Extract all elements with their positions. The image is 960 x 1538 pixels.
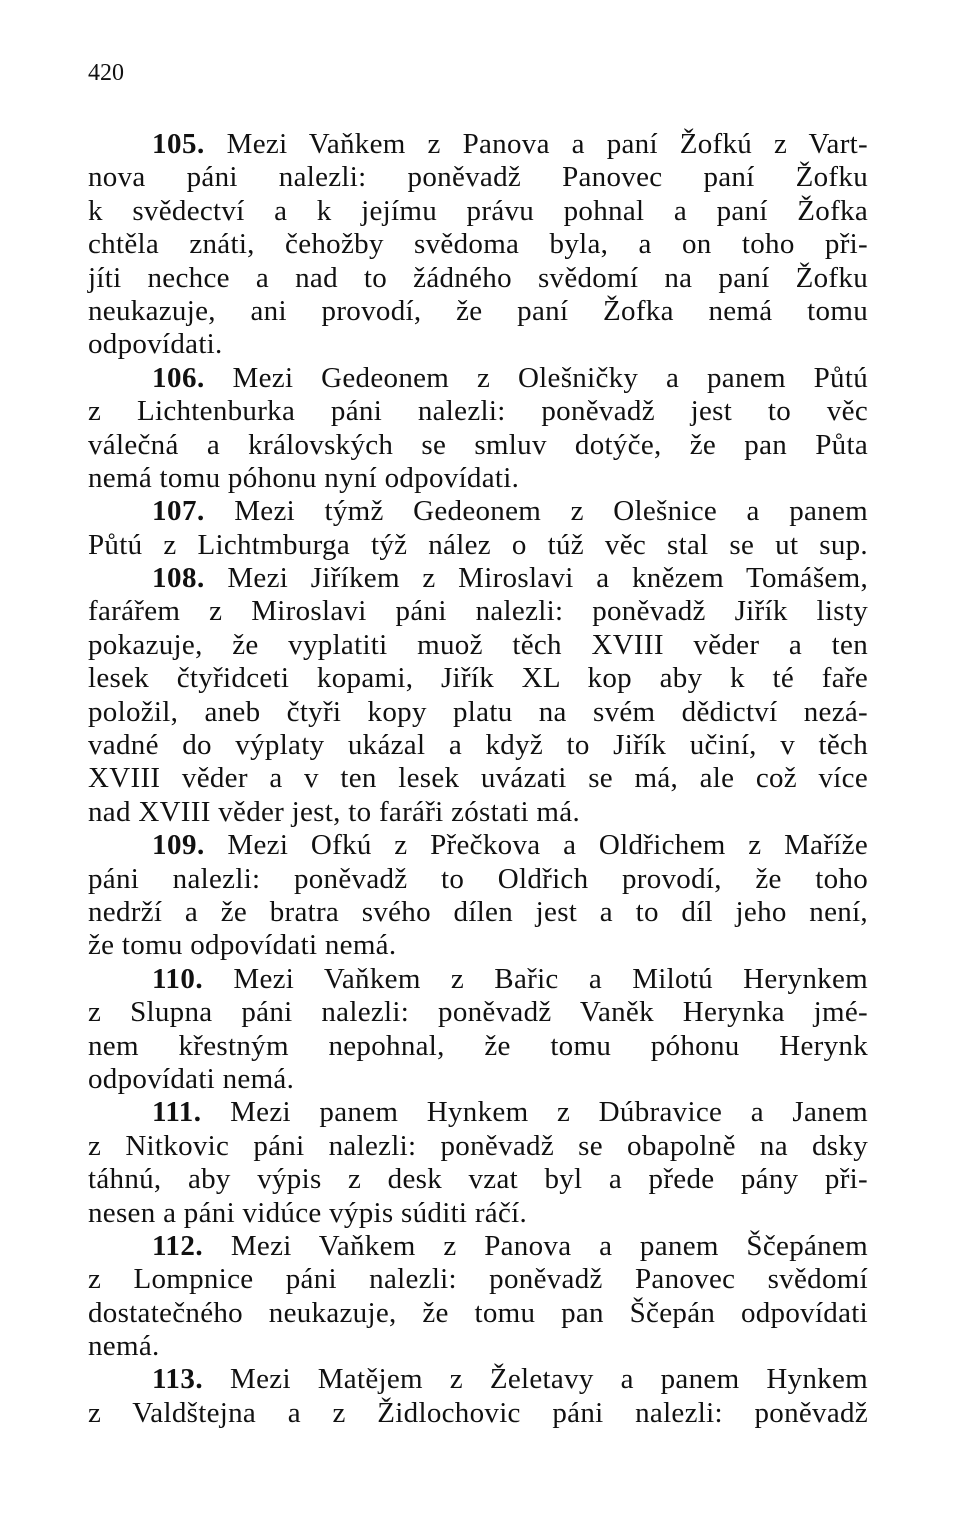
paragraph-109-line-3: nedrží a že bratra svého dílen jest a to díl jeho není, [88,895,868,928]
paragraph-108-line-8: nad XVIII věder jest, to faráři zóstati má. [88,795,581,828]
paragraph-105-line-2: nova páni nalezli: poněvadž Panovec paní Žofku [88,161,868,194]
paragraph-108-line-7: XVIII věder a v ten lesek uvázati se má, ale což více [88,762,868,795]
paragraph-113-line-2: z Valdštejna a z Židlochovic páni nalezli: poněvadž [88,1396,868,1429]
paragraph-109-line-4: že tomu odpovídati nemá. [88,929,397,962]
paragraph-106-line-4: nemá tomu póhonu nyní odpovídati. [88,461,520,494]
paragraph-111-number: 111. [152,1096,202,1129]
paragraph-111-line-1: 111. Mezi panem Hynkem z Dúbravice a Janem [152,1096,868,1129]
paragraph-112-line-1: 112. Mezi Vaňkem z Panova a panem Ščepánem [152,1229,868,1262]
paragraph-109-number: 109. [152,829,205,862]
paragraph-110-line-3: nem křestným nepohnal, že tomu póhonu Herynk [88,1029,868,1062]
paragraph-105-line-7: odpovídati. [88,328,223,361]
paragraph-106-line-1: 106. Mezi Gedeonem z Olešničky a panem Půtú [152,361,868,394]
paragraph-106-number: 106. [152,361,205,394]
paragraph-109-line-1: 109. Mezi Ofkú z Přečkova a Oldřichem z Maříže [152,829,868,862]
paragraph-113-number: 113. [152,1363,204,1396]
paragraph-105-line-4: chtěla znáti, čehožby svědoma byla, a on toho při- [88,228,868,261]
paragraph-111-line-3: táhnú, aby výpis z desk vzat byl a přede pány při- [88,1163,868,1196]
paragraph-108-number: 108. [152,562,205,595]
paragraph-107-number: 107. [152,495,205,528]
paragraph-107-line-1: 107. Mezi týmž Gedeonem z Olešnice a panem [152,495,868,528]
paragraph-112-line-2: z Lompnice páni nalezli: poněvadž Panovec svědomí [88,1263,868,1296]
paragraph-108-line-2: farářem z Miroslavi páni nalezli: poněvadž Jiřík listy [88,595,868,628]
paragraph-110-line-4: odpovídati nemá. [88,1062,295,1095]
paragraph-105-line-5: jíti nechce a nad to žádného svědomí na paní Žofku [88,261,868,294]
paragraph-106-line-2: z Lichtenburka páni nalezli: poněvadž jest to věc [88,395,868,428]
paragraph-110-line-2: z Slupna páni nalezli: poněvadž Vaněk Herynka jmé- [88,996,868,1029]
paragraph-105-number: 105. [152,128,205,160]
paragraph-105-line-3: k svědectví a k jejímu právu pohnal a paní Žofka [88,194,868,227]
page-number: 420 [88,60,124,86]
paragraph-106-line-3: válečná a královských se smluv dotýče, že pan Půta [88,428,868,461]
paragraph-108-line-3: pokazuje, že vyplatiti muož těch XVIII věder a ten [88,628,868,661]
page-text [88,128,868,1430]
paragraph-105-line-1: 105. Mezi Vaňkem z Panova a paní Žofkú z Vart- [152,128,868,160]
paragraph-105-line-6: neukazuje, ani provodí, že paní Žofka nemá tomu [88,294,868,327]
paragraph-109-line-2: páni nalezli: poněvadž to Oldřich provodí, že toho [88,862,868,895]
paragraph-108-line-4: lesek čtyřidceti kopami, Jiřík XL kop aby k té faře [88,662,868,695]
paragraph-112-number: 112. [152,1229,204,1262]
paragraph-107-line-2: Půtú z Lichtmburga týž nález o túž věc stal se ut sup. [88,528,868,561]
paragraph-111-line-2: z Nitkovic páni nalezli: poněvadž se obapolně na dsky [88,1129,868,1162]
paragraph-108-line-5: položil, aneb čtyři kopy platu na svém dědictví nezá- [88,695,868,728]
paragraph-111-line-4: nesen a páni vidúce výpis súditi ráčí. [88,1196,528,1229]
paragraph-108-line-6: vadné do výplaty ukázal a když to Jiřík učiní, v těch [88,729,868,762]
paragraph-112-line-3: dostatečného neukazuje, že tomu pan Ščepán odpovídati [88,1296,868,1329]
paragraph-113-line-1: 113. Mezi Matějem z Želetavy a panem Hynkem [152,1363,868,1396]
paragraph-110-line-1: 110. Mezi Vaňkem z Bařic a Milotú Herynkem [152,962,868,995]
paragraph-112-line-4: nemá. [88,1330,160,1363]
paragraph-110-number: 110. [152,962,204,995]
paragraph-108-line-1: 108. Mezi Jiříkem z Miroslavi a knězem Tomášem, [152,562,868,595]
